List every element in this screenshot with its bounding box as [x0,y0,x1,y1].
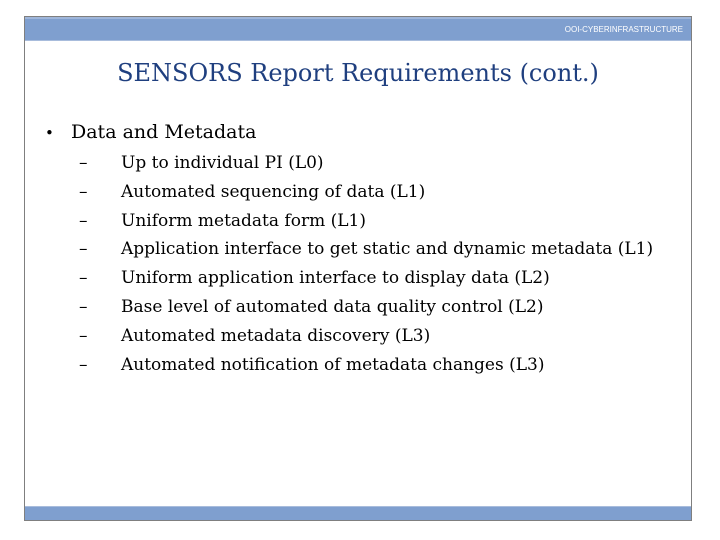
sub-bullet-item [79,235,683,264]
sub-bullet-item [79,149,683,178]
sub-bullet-text: Automated metadata discovery (L3) [121,325,431,346]
sub-bullet-text: Uniform metadata form (L1) [121,210,366,231]
dash-marker: – [79,296,88,317]
dash-marker: – [79,181,88,202]
slide-frame [24,16,692,521]
sub-bullet-item [79,293,683,322]
bullet-text: Data and Metadata [71,121,257,143]
slide-title: SENSORS Report Requirements (cont.) [117,59,599,87]
sub-bullet-text: Uniform application interface to display data (L2) [121,268,550,289]
sub-bullet-text: Up to individual PI (L0) [121,153,324,173]
bullet-marker: • [45,124,54,142]
dash-marker: – [79,210,88,231]
sub-bullet-text: Automated notification of metadata changes (L3) [121,354,545,375]
dash-marker: – [79,268,88,289]
header-bar [25,17,691,41]
sub-bullet-item [79,207,683,236]
header-label: OOI-CYBERINFRASTRUCTURE [564,25,683,34]
sub-bullet-item [79,178,683,207]
sub-bullet-list [43,149,683,379]
sub-bullet-text: Application interface to get static and dynamic metadata (L1) [121,239,654,260]
dash-marker: – [79,325,88,346]
sub-bullet-item [79,264,683,293]
dash-marker: – [79,354,88,375]
slide-content [43,118,683,379]
bullet-item [43,118,683,147]
dash-marker: – [79,239,88,260]
dash-marker: – [79,153,88,173]
sub-bullet-text: Automated sequencing of data (L1) [121,181,426,202]
sub-bullet-text: Base level of automated data quality control (L2) [121,296,544,317]
header-bar-highlight [25,17,691,19]
footer-bar [25,506,691,520]
sub-bullet-item [79,322,683,351]
sub-bullet-item [79,351,683,380]
